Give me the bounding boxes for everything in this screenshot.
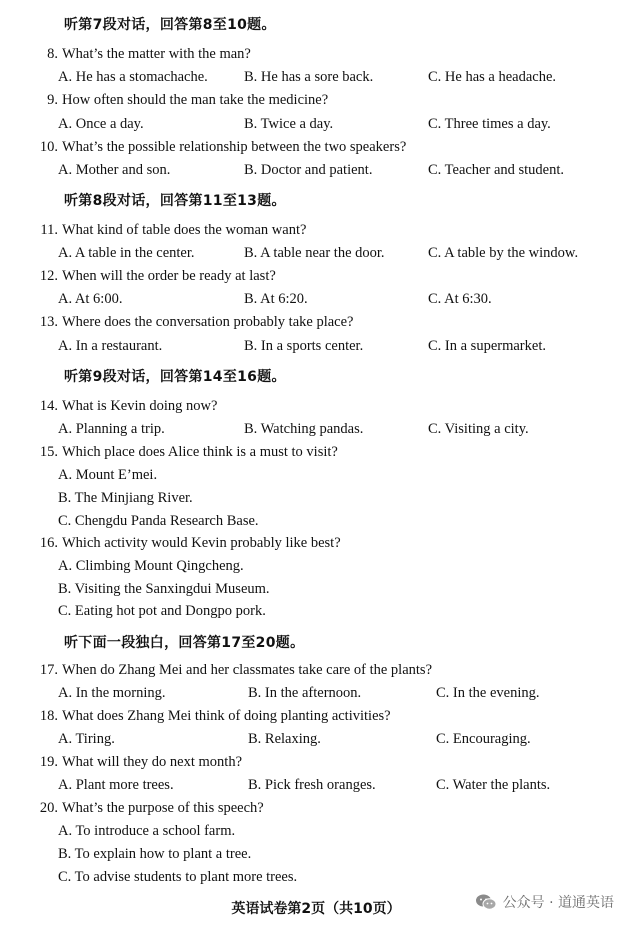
option-a: A. Once a day. [58, 116, 144, 132]
option-b: B. Watching pandas. [244, 421, 364, 437]
question-number: 16. [39, 535, 58, 551]
section-heading: 听第9段对话，回答第14至16题。 [64, 369, 286, 385]
watermark-text: 公众号 · 道通英语 [502, 895, 614, 911]
question-19 [36, 754, 242, 771]
question-text: Which place does Alice think is a must to visit? [62, 444, 338, 460]
question-text: Which activity would Kevin probably like best? [62, 535, 341, 551]
option-c: C. At 6:30. [428, 291, 492, 307]
option-c: C. Visiting a city. [428, 421, 529, 437]
question-number: 15. [39, 444, 58, 460]
question-text: What’s the purpose of this speech? [62, 800, 264, 816]
option-c: C. Three times a day. [428, 116, 551, 132]
question-text: What’s the possible relationship between the two speakers? [62, 139, 407, 155]
question-number: 17. [39, 662, 58, 678]
question-text: What is Kevin doing now? [62, 398, 218, 414]
option-a: A. Plant more trees. [58, 777, 174, 793]
section-heading: 听下面一段独白，回答第17至20题。 [64, 635, 305, 651]
question-20 [36, 800, 264, 817]
option-a: A. Mount E’mei. [58, 467, 158, 483]
watermark [475, 892, 614, 912]
question-number: 18. [39, 708, 58, 724]
option-a: A. Climbing Mount Qingcheng. [58, 558, 244, 574]
option-b: B. At 6:20. [244, 291, 308, 307]
option-c: C. Chengdu Panda Research Base. [58, 513, 259, 529]
option-a: A. To introduce a school farm. [58, 823, 236, 839]
question-text: When will the order be ready at last? [62, 268, 276, 284]
question-number: 20. [39, 800, 58, 816]
question-18 [36, 708, 391, 725]
option-b: B. Relaxing. [248, 731, 321, 747]
question-14 [36, 398, 217, 415]
question-11 [36, 222, 306, 239]
wechat-icon [475, 893, 497, 911]
option-c: C. Teacher and student. [428, 162, 565, 178]
option-c: C. In a supermarket. [428, 338, 546, 354]
question-9 [36, 92, 328, 109]
option-c: C. Eating hot pot and Dongpo pork. [58, 603, 266, 619]
option-b: B. In the afternoon. [248, 685, 362, 701]
question-number: 10. [39, 139, 58, 155]
question-number: 8. [47, 46, 58, 62]
question-number: 9. [47, 92, 58, 108]
option-c: C. To advise students to plant more trees. [58, 869, 298, 885]
option-c: C. He has a headache. [428, 69, 557, 85]
section-heading: 听第7段对话，回答第8至10题。 [64, 17, 276, 33]
option-b: B. He has a sore back. [244, 69, 374, 85]
option-b: B. Visiting the Sanxingdui Museum. [58, 581, 270, 597]
question-text: Where does the conversation probably take place? [62, 314, 354, 330]
option-a: A. In a restaurant. [58, 338, 163, 354]
option-b: B. Twice a day. [244, 116, 334, 132]
question-text: When do Zhang Mei and her classmates take care of the plants? [62, 662, 433, 678]
option-b: B. Doctor and patient. [244, 162, 373, 178]
section-heading: 听第8段对话，回答第11至13题。 [64, 193, 286, 209]
question-10 [36, 139, 406, 156]
option-c: C. A table by the window. [428, 245, 579, 261]
question-number: 12. [39, 268, 58, 284]
question-text: What kind of table does the woman want? [62, 222, 307, 238]
option-a: A. He has a stomachache. [58, 69, 208, 85]
option-b: B. A table near the door. [244, 245, 385, 261]
question-8 [36, 46, 251, 63]
question-15 [36, 444, 338, 461]
option-a: A. At 6:00. [58, 291, 123, 307]
question-text: What does Zhang Mei think of doing planting activities? [62, 708, 391, 724]
option-b: B. The Minjiang River. [58, 490, 193, 506]
question-text: What will they do next month? [62, 754, 243, 770]
option-a: A. Tiring. [58, 731, 115, 747]
question-text: How often should the man take the medicine? [62, 92, 329, 108]
option-a: A. Mother and son. [58, 162, 171, 178]
question-12 [36, 268, 276, 285]
question-number: 14. [39, 398, 58, 414]
question-16 [36, 535, 341, 552]
option-b: B. To explain how to plant a tree. [58, 846, 252, 862]
option-c: C. Encouraging. [436, 731, 531, 747]
option-b: B. In a sports center. [244, 338, 364, 354]
option-a: A. Planning a trip. [58, 421, 165, 437]
option-c: C. In the evening. [436, 685, 540, 701]
page-footer: 英语试卷第2页（共10页） [231, 901, 401, 917]
question-17 [36, 662, 432, 679]
option-a: A. In the morning. [58, 685, 166, 701]
question-number: 19. [39, 754, 58, 770]
option-a: A. A table in the center. [58, 245, 195, 261]
question-text: What’s the matter with the man? [62, 46, 251, 62]
question-number: 13. [39, 314, 58, 330]
question-13 [36, 314, 353, 331]
question-number: 11. [40, 222, 58, 238]
option-c: C. Water the plants. [436, 777, 551, 793]
option-b: B. Pick fresh oranges. [248, 777, 376, 793]
